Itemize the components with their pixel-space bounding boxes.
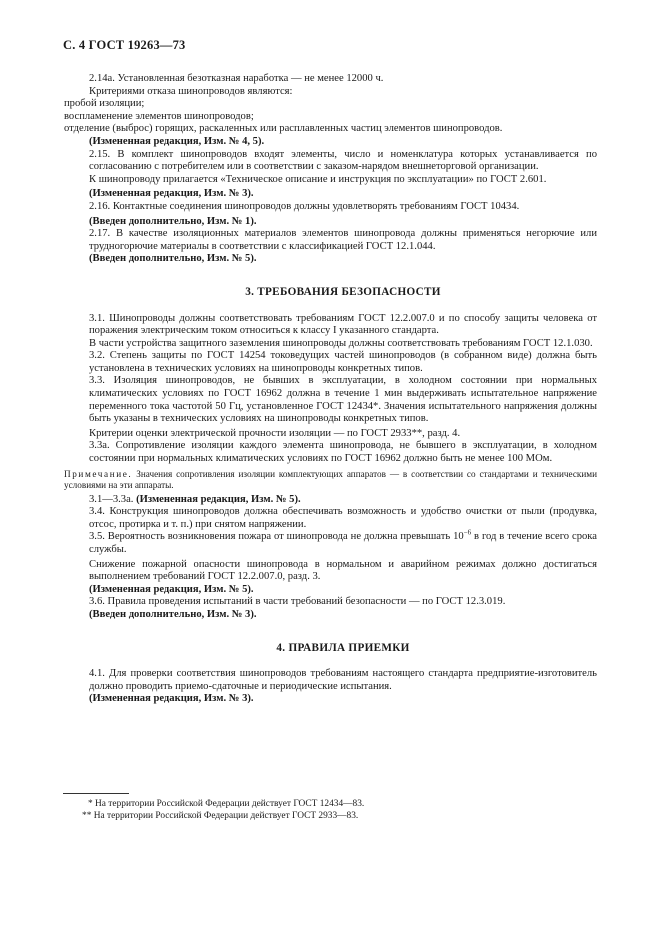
page-header: С. 4 ГОСТ 19263—73 — [63, 38, 186, 52]
clause-3-1-grounding: В части устройства защитного заземления шинопроводы должны соответствовать требованиям ГОСТ 12.1.030. — [89, 337, 593, 349]
clause-3-4: 3.4. Конструкция шинопроводов должна обеспечивать возможность и удобство очистки от пыли (продувка, отсос, протирка и т. п.) при снятом напряжении. — [89, 506, 597, 530]
section-4-title: 4. ПРАВИЛА ПРИЕМКИ — [276, 641, 410, 654]
edit-note: (Введен дополнительно, Изм. № 5). — [89, 253, 257, 265]
failure-criteria-intro: Критериями отказа шинопроводов являются: — [89, 85, 293, 97]
footnote-1: * На территории Российской Федерации действует ГОСТ 12434—83. — [88, 799, 365, 809]
clause-3-5: 3.5. Вероятность возникновения пожара от шинопровода не должна превышать $10^{-6}$ в год в течение всего срока службы. — [89, 528, 597, 555]
clause-3-1: 3.1. Шинопроводы должны соответствовать требованиям ГОСТ 12.2.007.0 и по способу защиты человека от поражения электрическим током относиться к классу I указанного стандарта. — [89, 312, 597, 337]
clause-3-2: 3.2. Степень защиты по ГОСТ 14254 токоведущих частей шинопроводов (в собранном виде) должна быть установлена в технических условиях на шинопроводы конкретных типов. — [89, 350, 597, 374]
clause-2-15: 2.15. В комплект шинопроводов входят элементы, число и номенклатура которых устанавливается по согласованию с потребителем или в соответствии с заказом-нарядом внешнеторговой организации. — [89, 148, 597, 173]
clause-2-17: 2.17. В качестве изоляционных материалов элементов шинопровода должны применяться негорючие или трудногорючие материалы в соответствии с классификацией ГОСТ 12.1.044. — [89, 228, 597, 252]
document-body — [64, 73, 598, 706]
failure-criterion-3: отделение (выброс) горящих, раскаленных или расплавленных частиц элементов шинопроводов. — [64, 123, 503, 135]
edit-note: (Измененная редакция, Изм. № 3). — [89, 693, 254, 705]
edit-note: (Измененная редакция, Изм. № 5). — [89, 583, 254, 595]
edit-note: (Измененная редакция, Изм. № 4, 5). — [89, 135, 265, 147]
clause-3-6: 3.6. Правила проведения испытаний в части требований безопасности — по ГОСТ 12.3.019. — [89, 596, 506, 608]
clause-2-14a: 2.14а. Установленная безотказная наработка — не менее 12000 ч. — [89, 73, 384, 84]
footnote-2: ** На территории Российской Федерации действует ГОСТ 2933—83. — [82, 811, 359, 821]
clause-3-3a: 3.3а. Сопротивление изоляции каждого элемента шинопровода, не бывшего в эксплуатации, в холодном состоянии при нормальных климатических условиях по ГОСТ 16962 должно быть не менее 100 МОм. — [89, 440, 597, 465]
clause-3-3: 3.3. Изоляция шинопроводов, не бывших в эксплуатации, в холодном состоянии при нормальных климатических условиях по ГОСТ 16962 должна в течение 1 мин выдерживать испытательное напряжение переменного тока частотой 50 Гц, установленное ГОСТ 12434*. Значения испытательного напряжения должны быть указаны в технических условиях на шинопроводы конкретных типов. — [89, 375, 597, 425]
edit-note: (Введен дополнительно, Изм. № 1). — [89, 215, 257, 227]
clause-3-5-fire: Снижение пожарной опасности шинопровода в нормальном и аварийном режимах должно достигаться выполнением требований ГОСТ 12.2.007.0, разд. 3. — [89, 558, 597, 583]
clause-3-3-criteria: Критерии оценки электрической прочности изоляции — по ГОСТ 2933**, разд. 4. — [89, 427, 461, 439]
edit-note: (Введен дополнительно, Изм. № 3). — [89, 608, 257, 620]
failure-criterion-2: воспламенение элементов шинопроводов; — [64, 110, 254, 122]
note-label: Примечание. — [64, 468, 133, 479]
clause-4-1: 4.1. Для проверки соответствия шинопроводов требованиям настоящего стандарта предприятие-изготовитель должно проводить приемо-сдаточные и периодические испытания. — [89, 668, 597, 692]
footnote-divider — [63, 793, 129, 794]
clause-2-15-doc: К шинопроводу прилагается «Техническое описание и инструкция по эксплуатации» по ГОСТ 2.601. — [89, 173, 547, 185]
edit-note-3-1-3-3a: 3.1—3.3а. (Измененная редакция, Изм. № 5). — [89, 493, 301, 505]
note — [64, 469, 597, 491]
section-3-title: 3. ТРЕБОВАНИЯ БЕЗОПАСНОСТИ — [245, 285, 441, 298]
failure-criterion-1: пробой изоляции; — [64, 98, 145, 110]
edit-note: (Измененная редакция, Изм. № 3). — [89, 188, 254, 200]
note-text: Значения сопротивления изоляции комплектующих аппаратов — в соответствии со стандартами и техническими условиями на эти аппараты. — [64, 468, 598, 490]
clause-2-16: 2.16. Контактные соединения шинопроводов должны удовлетворять требованиям ГОСТ 10434. — [89, 200, 520, 212]
